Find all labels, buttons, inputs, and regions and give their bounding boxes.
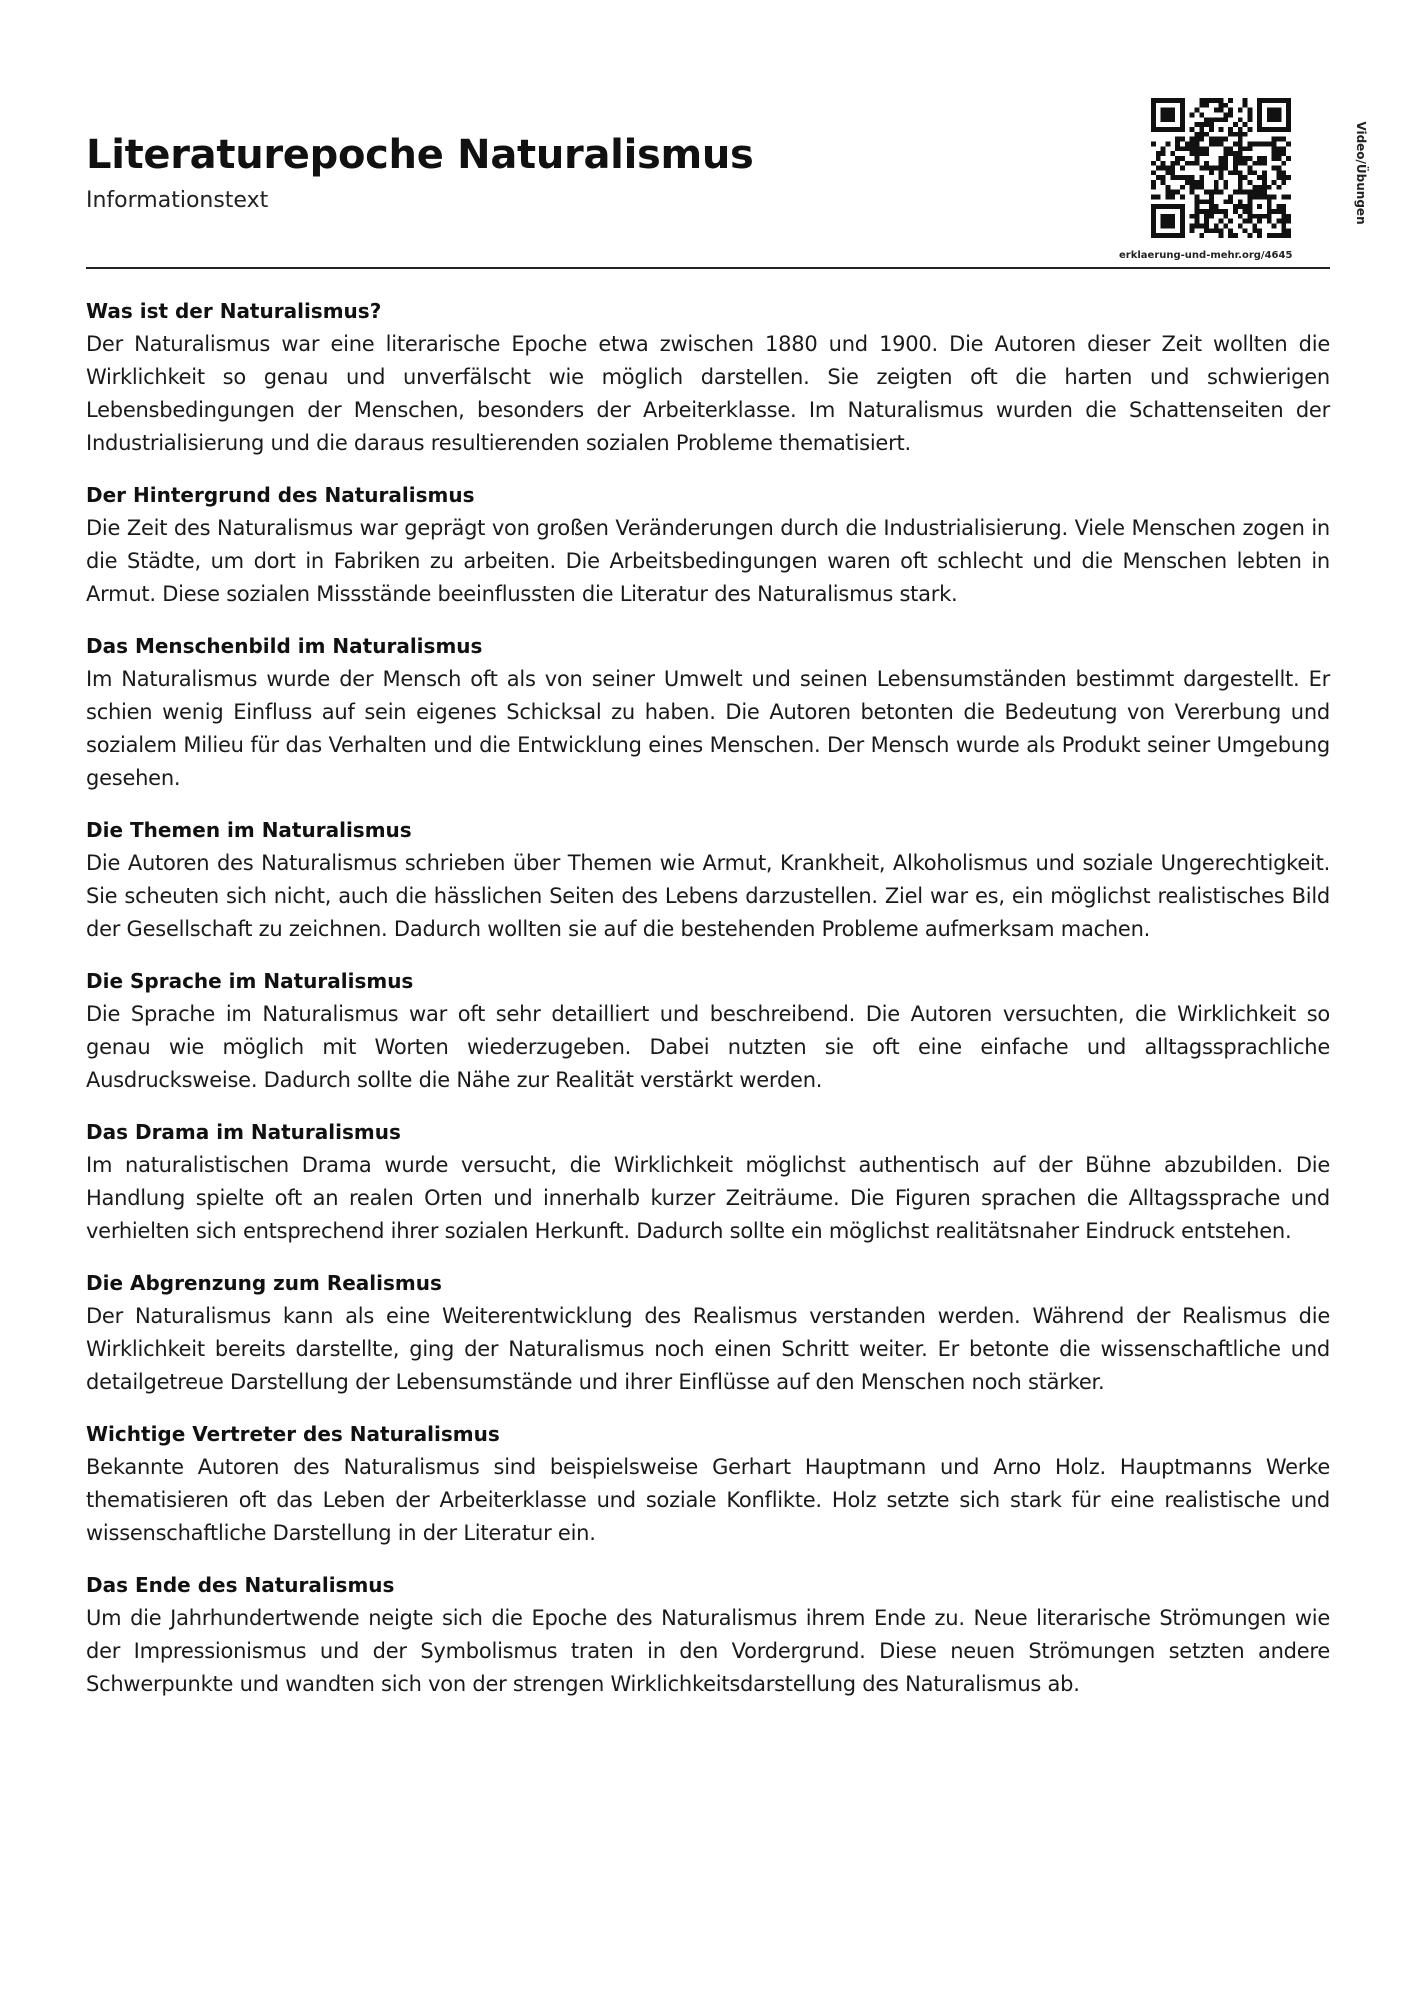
section-heading: Die Abgrenzung zum Realismus	[86, 1271, 442, 1295]
section-drama	[86, 1116, 1330, 1248]
section-what-is-naturalism	[86, 295, 1330, 460]
section-text: Der Naturalismus kann als eine Weiterentwicklung des Realismus verstanden werden. Während der Realismus die Wirklichkeit bereits darstellte, ging der Naturalismus noch einen Schritt weiter. Er betonte die wissenschaftliche und detailgetreue Darstellung der Lebensumstände und ihrer Einflüsse auf den Menschen noch stärker.	[86, 1304, 1330, 1394]
section-heading: Das Drama im Naturalismus	[86, 1120, 401, 1144]
section-text: Im naturalistischen Drama wurde versucht, die Wirklichkeit möglichst authentisch auf der Bühne abzubilden. Die Handlung spielte oft an realen Orten und innerhalb kurzer Zeiträume. Die Figuren sprachen die Alltagssprache und verhielten sich entsprechend ihrer sozialen Herkunft. Dadurch sollte ein möglichst realitätsnaher Eindruck entstehen.	[86, 1153, 1330, 1243]
section-heading: Die Themen im Naturalismus	[86, 818, 412, 842]
section-text: Um die Jahrhundertwende neigte sich die Epoche des Naturalismus ihrem Ende zu. Neue literarische Strömungen wie der Impressionismus und der Symbolismus traten in den Vordergrund. Diese neuen Strömungen setzten andere Schwerpunkte und wandten sich von der strengen Wirklichkeitsdarstellung des Naturalismus ab.	[86, 1606, 1330, 1696]
document-title: Literaturepoche Naturalismus	[86, 132, 754, 178]
section-text: Die Zeit des Naturalismus war geprägt von großen Veränderungen durch die Industrialisierung. Viele Menschen zogen in die Städte, um dort in Fabriken zu arbeiten. Die Arbeitsbedingungen waren oft schlecht und die Menschen lebten in Armut. Diese sozialen Missstände beeinflussten die Literatur des Naturalismus stark.	[86, 516, 1330, 606]
section-language	[86, 965, 1330, 1097]
section-text: Die Sprache im Naturalismus war oft sehr detailliert und beschreibend. Die Autoren versuchten, die Wirklichkeit so genau wie möglich mit Worten wiederzugeben. Dabei nutzten sie oft eine einfache und alltagssprachliche Ausdrucksweise. Dadurch sollte die Nähe zur Realität verstärkt werden.	[86, 1002, 1330, 1092]
section-text: Der Naturalismus war eine literarische Epoche etwa zwischen 1880 und 1900. Die Autoren dieser Zeit wollten die Wirklichkeit so genau und unverfälscht wie möglich darstellen. Sie zeigten oft die harten und schwierigen Lebensbedingungen der Menschen, besonders der Arbeiterklasse. Im Naturalismus wurden die Schattenseiten der Industrialisierung und die daraus resultierenden sozialen Probleme thematisiert.	[86, 332, 1330, 455]
section-representatives	[86, 1418, 1330, 1550]
document-header	[86, 0, 1368, 272]
document-subtitle: Informationstext	[86, 188, 269, 213]
section-themes	[86, 814, 1330, 946]
document-body	[86, 295, 1330, 1720]
section-heading: Wichtige Vertreter des Naturalismus	[86, 1422, 500, 1446]
header-divider	[86, 267, 1330, 269]
section-image-of-man	[86, 630, 1330, 795]
section-realism-distinction	[86, 1267, 1330, 1399]
section-heading: Die Sprache im Naturalismus	[86, 969, 414, 993]
section-heading: Das Menschenbild im Naturalismus	[86, 634, 483, 658]
section-text: Im Naturalismus wurde der Mensch oft als von seiner Umwelt und seinen Lebensumständen bestimmt dargestellt. Er schien wenig Einfluss auf sein eigenes Schicksal zu haben. Die Autoren betonten die Bedeutung von Vererbung und sozialem Milieu für das Verhalten und die Entwicklung eines Menschen. Der Mensch wurde als Produkt seiner Umgebung gesehen.	[86, 667, 1330, 790]
section-heading: Der Hintergrund des Naturalismus	[86, 483, 475, 507]
qr-code[interactable]	[1151, 98, 1291, 238]
section-background	[86, 479, 1330, 611]
video-exercises-label: Video/Übungen	[1354, 121, 1368, 225]
section-end-of-naturalism	[86, 1569, 1330, 1701]
section-text: Bekannte Autoren des Naturalismus sind beispielsweise Gerhart Hauptmann und Arno Holz. Hauptmanns Werke thematisieren oft das Leben der Arbeiterklasse und soziale Konflikte. Holz setzte sich stark für eine realistische und wissenschaftliche Darstellung in der Literatur ein.	[86, 1455, 1330, 1545]
section-heading: Was ist der Naturalismus?	[86, 299, 382, 323]
section-heading: Das Ende des Naturalismus	[86, 1573, 395, 1597]
qr-link-text[interactable]: erklaerung-und-mehr.org/4645	[1119, 250, 1293, 261]
section-text: Die Autoren des Naturalismus schrieben über Themen wie Armut, Krankheit, Alkoholismus und soziale Ungerechtigkeit. Sie scheuten sich nicht, auch die hässlichen Seiten des Lebens darzustellen. Ziel war es, ein möglichst realistisches Bild der Gesellschaft zu zeichnen. Dadurch wollten sie auf die bestehenden Probleme aufmerksam machen.	[86, 851, 1330, 941]
